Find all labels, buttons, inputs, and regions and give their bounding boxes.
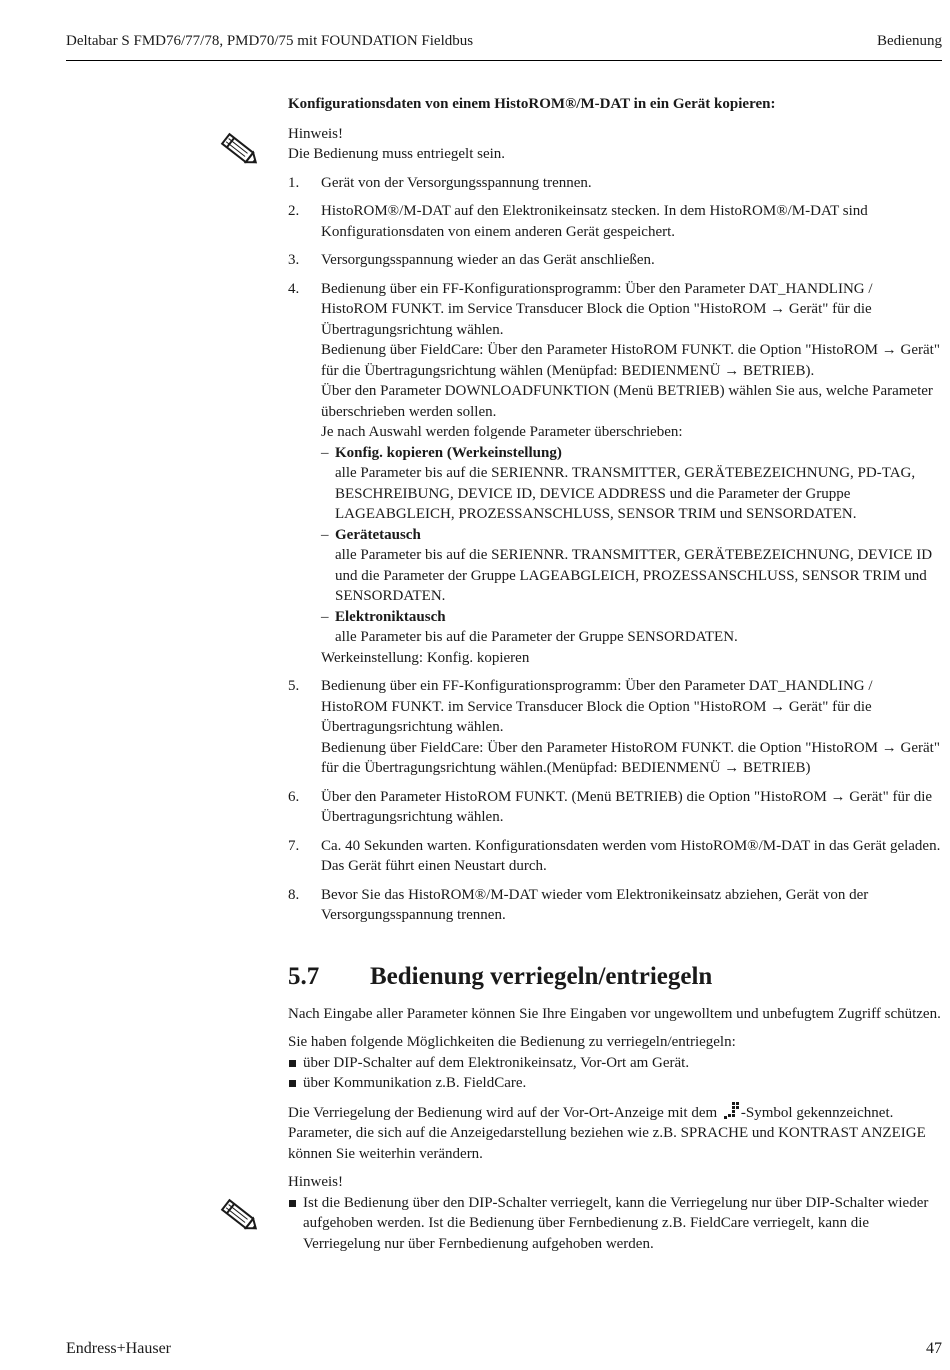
hint-label: Hinweis!: [288, 125, 343, 142]
download-options-list: [321, 443, 942, 648]
step-text: Über den Parameter DOWNLOADFUNKTION (Menü BETRIEB) wählen Sie aus, welche Parameter überschrieben werden sollen.: [321, 383, 933, 420]
header-section-name: Bedienung: [877, 33, 942, 49]
header-rule: [66, 60, 942, 61]
lock-options-list: [288, 1053, 942, 1094]
list-item: [288, 836, 942, 877]
bullet-square-icon: [289, 1200, 296, 1207]
step-text: Je nach Auswahl werden folgende Parameter überschrieben:: [321, 424, 683, 440]
step-number: 4.: [288, 280, 300, 297]
option-description: alle Parameter bis auf die SERIENNR. TRANSMITTER, GERÄTEBEZEICHNUNG, PD-TAG, BESCHREIBUNG, DEVICE ID, DEVICE ADDRESS und die Parameter der Gruppe LAGEABGLEICH, PROZESSANSCHLUSS, SENSOR TRIM und SENSORDATEN.: [335, 465, 916, 522]
step-number: 8.: [288, 886, 300, 903]
option-description: alle Parameter bis auf die Parameter der Gruppe SENSORDATEN.: [335, 629, 738, 645]
dash-marker: –: [321, 608, 329, 625]
section-title: Bedienung verriegeln/entriegeln: [370, 962, 713, 990]
header-document-title: Deltabar S FMD76/77/78, PMD70/75 mit FOUNDATION Fieldbus: [66, 33, 474, 49]
list-item: [288, 1053, 942, 1074]
step-number: 3.: [288, 252, 300, 268]
lock-options-block: [288, 1032, 942, 1094]
step-text: Gerät von der Versorgungsspannung trennen.: [321, 174, 592, 191]
list-item: [288, 279, 942, 669]
page-content: [288, 94, 942, 1254]
section-heading: [288, 962, 942, 992]
steps-list: [288, 173, 942, 926]
step-text: HistoROM®/M-DAT auf den Elektronikeinsatz stecken. In dem HistoROM®/M-DAT sind Konfigurationsdaten von einem anderen Gerät gespeichert.: [321, 203, 868, 240]
section-number: 5.7: [288, 962, 320, 990]
lock-options-intro: Sie haben folgende Möglichkeiten die Bedienung zu verriegeln/entriegeln:: [288, 1034, 736, 1050]
lock-intro: Nach Eingabe aller Parameter können Sie Ihre Eingaben vor ungewolltem und unbefugtem Zugriff schützen.: [288, 1005, 941, 1022]
copy-section-title: Konfigurationsdaten von einem HistoROM®/M-DAT in ein Gerät kopieren:: [288, 96, 776, 112]
hint-bullets: [288, 1193, 942, 1255]
list-item: [288, 1193, 942, 1255]
step-number: 1.: [288, 174, 300, 191]
list-item: [288, 676, 942, 779]
lock-text-before: Die Verriegelung der Bedienung wird auf der Vor-Ort-Anzeige mit dem: [288, 1104, 718, 1121]
step-text: Bevor Sie das HistoROM®/M-DAT wieder vom Elektronikeinsatz abziehen, Gerät von der Versorgungsspannung trennen.: [321, 886, 869, 923]
list-item: [321, 607, 942, 648]
lock-symbol-paragraph: [288, 1102, 942, 1165]
lock-text-after: -Symbol gekennzeichnet. Parameter, die sich auf die Anzeigedarstellung beziehen wie z.B. SPRACHE und KONTRAST ANZEIGE können Sie weiterhin verändern.: [288, 1104, 926, 1162]
option-text: über DIP-Schalter auf dem Elektronikeinsatz, Vor-Ort am Gerät.: [303, 1054, 690, 1071]
dash-marker: –: [321, 444, 329, 461]
list-item: [288, 173, 942, 194]
step-number: 7.: [288, 837, 300, 854]
pencil-note-icon: [218, 1196, 262, 1236]
option-description: alle Parameter bis auf die SERIENNR. TRANSMITTER, GERÄTEBEZEICHNUNG, DEVICE ID und die Parameter der Gruppe LAGEABGLEICH, PROZESSANSCHLUSS, SENSOR TRIM und SENSORDATEN.: [335, 547, 933, 604]
step-number: 6.: [288, 788, 300, 805]
list-item: [288, 201, 942, 242]
option-label: Elektroniktausch: [335, 608, 446, 625]
dash-marker: –: [321, 526, 329, 543]
hint-text: Die Bedienung muss entriegelt sein.: [288, 146, 506, 162]
footer-page-number: 47: [926, 1340, 942, 1357]
step-text: Bedienung über FieldCare: Über den Parameter HistoROM FUNKT. die Option "HistoROM → Gerät" für die Übertragungsrichtung wählen (Menüpfad: BEDIENMENÜ → BETRIEB).: [321, 342, 940, 379]
default-setting: Werkeinstellung: Konfig. kopieren: [321, 649, 530, 666]
list-item: [288, 885, 942, 926]
option-label: Konfig. kopieren (Werkeinstellung): [335, 444, 562, 461]
list-item: [288, 1073, 942, 1094]
pencil-note-icon: [218, 130, 262, 170]
key-lock-icon: [724, 1102, 740, 1119]
step-text: Versorgungsspannung wieder an das Gerät anschließen.: [321, 252, 655, 268]
list-item: [288, 787, 942, 828]
step-number: 2.: [288, 203, 300, 219]
bullet-square-icon: [289, 1080, 296, 1087]
hint-label: Hinweis!: [288, 1174, 343, 1190]
footer-company: Endress+Hauser: [66, 1340, 171, 1357]
step-text: Bedienung über ein FF-Konfigurationsprogramm: Über den Parameter DAT_HANDLING / HistoROM FUNKT. im Service Transducer Block die Option "HistoROM → Gerät" für die Übertragungsrichtung wählen.: [321, 280, 873, 338]
step-text: Bedienung über FieldCare: Über den Parameter HistoROM FUNKT. die Option "HistoROM → Gerät" für die Übertragungsrichtung wählen.(Menüpfad: BEDIENMENÜ → BETRIEB): [321, 739, 940, 776]
hint-block: [288, 1172, 942, 1254]
hint-bullet-text: Ist die Bedienung über den DIP-Schalter verriegelt, kann die Verriegelung nur über DIP-Schalter wieder aufgehoben werden. Ist die Bedienung über Fernbedienung z.B. FieldCare verriegelt, kann die Verriegelung nur über Fernbedienung aufgehoben werden.: [303, 1194, 929, 1252]
option-label: Gerätetausch: [335, 526, 421, 543]
hint-block: [288, 124, 942, 165]
list-item: [321, 443, 942, 525]
list-item: [321, 525, 942, 607]
step-number: 5.: [288, 678, 300, 694]
bullet-square-icon: [289, 1060, 296, 1067]
list-item: [288, 250, 942, 271]
step-text: Über den Parameter HistoROM FUNKT. (Menü BETRIEB) die Option "HistoROM → Gerät" für die Übertragungsrichtung wählen.: [321, 788, 933, 825]
step-text: Bedienung über ein FF-Konfigurationsprogramm: Über den Parameter DAT_HANDLING / HistoROM FUNKT. im Service Transducer Block die Option "HistoROM → Gerät" für die Übertragungsrichtung wählen.: [321, 678, 873, 735]
option-text: über Kommunikation z.B. FieldCare.: [303, 1075, 527, 1091]
step-text: Ca. 40 Sekunden warten. Konfigurationsdaten werden vom HistoROM®/M-DAT in das Gerät geladen. Das Gerät führt einen Neustart durch.: [321, 837, 941, 874]
